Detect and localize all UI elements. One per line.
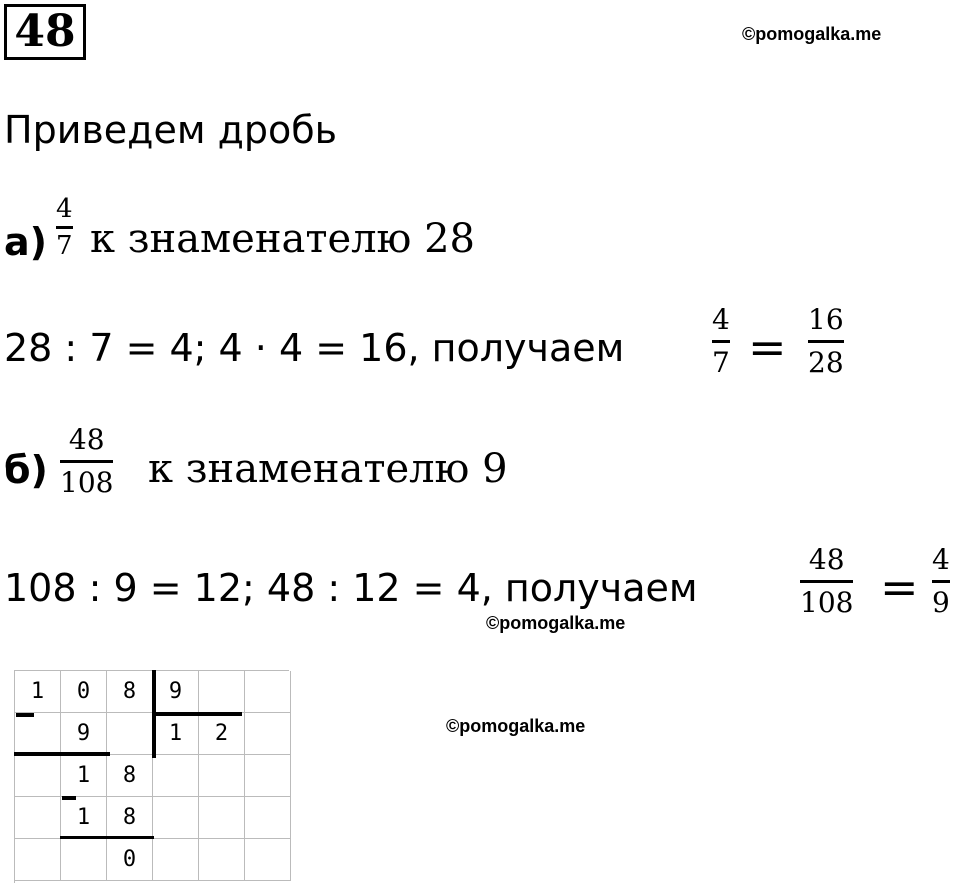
part-a-equals: = (748, 320, 787, 374)
part-b-result-right (932, 543, 950, 619)
part-a-result-right-den: 28 (808, 346, 844, 379)
grid-cell: 1 (61, 797, 107, 839)
part-b-text: к знаменателю 9 (148, 446, 508, 492)
part-a-text: к знаменателю 28 (90, 216, 475, 262)
grid-cell: 1 (15, 671, 61, 713)
part-a-label: а) (4, 220, 48, 264)
fraction-bar (60, 460, 113, 463)
grid-cell (15, 839, 61, 881)
division-bracket-horizontal (152, 712, 242, 716)
fraction-bar (800, 580, 853, 583)
grid-cell (107, 713, 153, 755)
grid-cell: 8 (107, 797, 153, 839)
grid-cell: 9 (61, 713, 107, 755)
part-a-fraction-den: 7 (56, 231, 73, 261)
part-a-result-left-den: 7 (712, 346, 730, 379)
fraction-bar (932, 580, 950, 583)
grid-cell: 1 (61, 755, 107, 797)
grid-cell: 8 (107, 755, 153, 797)
part-b-result-left-den: 108 (800, 586, 854, 619)
part-b-result-right-den: 9 (932, 586, 950, 619)
grid-cell (245, 797, 291, 839)
subtraction-line (14, 752, 110, 756)
part-a-result-left-num: 4 (712, 303, 730, 336)
grid-cell (199, 797, 245, 839)
grid-cell (199, 671, 245, 713)
grid-cell: 0 (61, 671, 107, 713)
grid-cell: 1 (153, 713, 199, 755)
fraction-bar (56, 226, 73, 229)
grid-cell (199, 755, 245, 797)
part-b-fraction-den: 108 (60, 466, 114, 499)
minus-sign (62, 796, 76, 800)
part-a-calc: 28 : 7 = 4; 4 · 4 = 16, получаем (4, 326, 625, 370)
part-b-result-left (800, 543, 854, 619)
watermark-bottom: ©pomogalka.me (446, 716, 586, 736)
part-b-calc: 108 : 9 = 12; 48 : 12 = 4, получаем (4, 566, 698, 610)
part-b-fraction-num: 48 (68, 423, 105, 456)
part-b-fraction (60, 423, 114, 499)
watermark-top: ©pomogalka.me (742, 24, 882, 44)
part-a-result-left (712, 303, 730, 379)
grid-cell: 9 (153, 671, 199, 713)
grid-cell (245, 755, 291, 797)
part-a-result-right (808, 303, 844, 379)
grid-cell (199, 839, 245, 881)
grid-cell: 2 (199, 713, 245, 755)
fraction-bar (808, 340, 844, 343)
grid-cell (15, 755, 61, 797)
grid-cell: 8 (107, 671, 153, 713)
grid-cell (15, 797, 61, 839)
watermark-middle: ©pomogalka.me (486, 613, 626, 633)
grid-cell (245, 671, 291, 713)
part-b-result-right-num: 4 (932, 543, 950, 576)
part-a-fraction-num: 4 (56, 194, 73, 224)
grid-cell (245, 839, 291, 881)
grid-cell (15, 713, 61, 755)
part-b-result-left-num: 48 (808, 543, 845, 576)
grid-cell (153, 797, 199, 839)
grid-cell (153, 839, 199, 881)
part-a-fraction (56, 196, 73, 259)
part-b-equals: = (880, 560, 919, 614)
part-a-result-right-num: 16 (808, 303, 844, 336)
grid-cell (61, 839, 107, 881)
fraction-bar (712, 340, 730, 343)
grid-cell (153, 755, 199, 797)
grid-cell (245, 713, 291, 755)
subtraction-line (60, 836, 154, 839)
part-b-label: б) (4, 448, 48, 492)
problem-number: 48 (4, 4, 86, 60)
heading: Приведем дробь (4, 108, 338, 152)
minus-sign (16, 713, 34, 717)
grid-cell: 0 (107, 839, 153, 881)
